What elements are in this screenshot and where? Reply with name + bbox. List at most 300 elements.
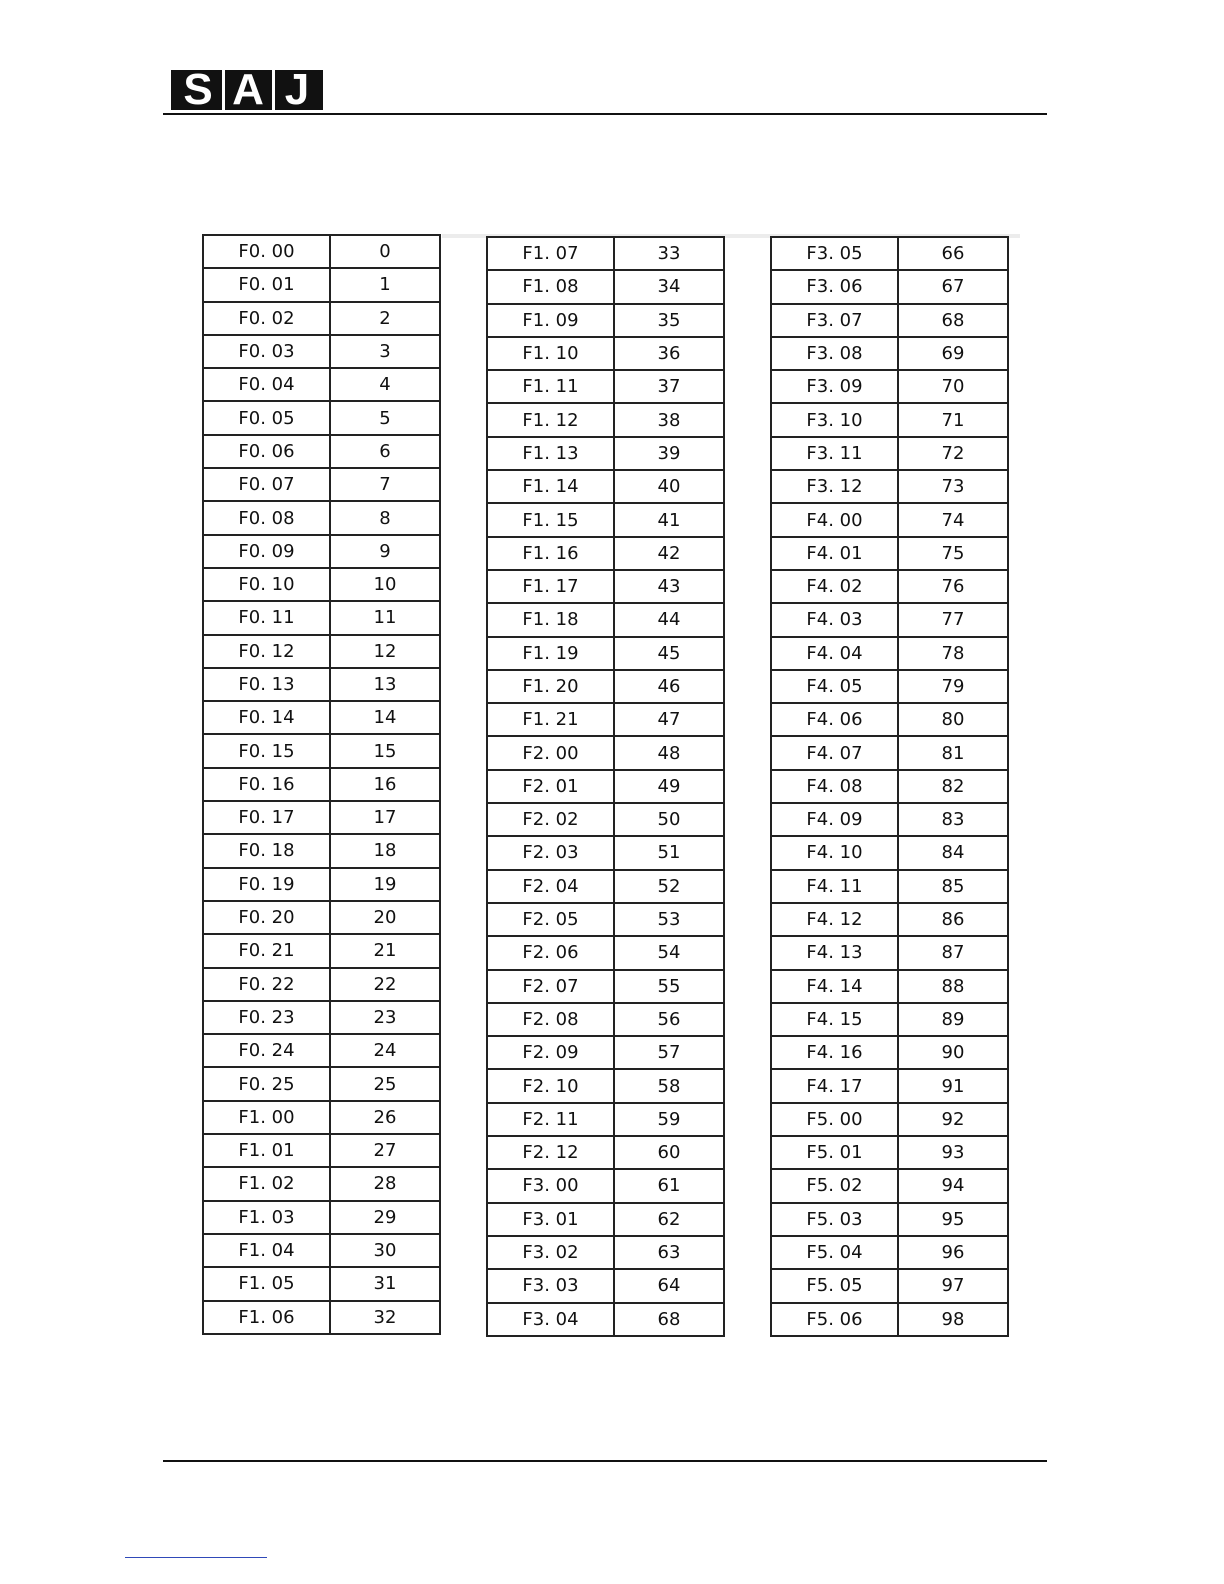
parameter-value-cell: 93 [898,1136,1008,1169]
table-row [771,570,1008,603]
parameter-code-cell: F0. 21 [203,934,330,967]
parameter-code-cell: F3. 10 [771,403,898,436]
saj-logo [171,70,323,110]
table-row [487,803,724,836]
parameter-code-cell: F0. 20 [203,901,330,934]
table-row [203,1034,440,1067]
table-row [487,1136,724,1169]
parameter-code-cell: F1. 12 [487,403,614,436]
table-row [487,537,724,570]
parameter-value-cell: 42 [614,537,724,570]
parameter-code-cell: F4. 01 [771,537,898,570]
parameter-code-cell: F5. 03 [771,1203,898,1236]
parameter-code-cell: F1. 07 [487,237,614,270]
logo-letter-s: S [183,70,213,110]
parameter-value-cell: 45 [614,637,724,670]
parameter-code-cell: F0. 06 [203,435,330,468]
parameter-code-cell: F1. 08 [487,270,614,303]
table-row [487,637,724,670]
table-row [487,1203,724,1236]
parameter-code-cell: F4. 03 [771,603,898,636]
table-row [203,868,440,901]
parameter-value-cell: 11 [330,601,440,634]
table-row [203,468,440,501]
parameter-value-cell: 36 [614,337,724,370]
parameter-value-cell: 83 [898,803,1008,836]
parameter-value-cell: 81 [898,736,1008,769]
parameter-value-cell: 33 [614,237,724,270]
parameter-value-cell: 98 [898,1303,1008,1336]
parameter-value-cell: 55 [614,970,724,1003]
table-row [203,401,440,434]
parameter-value-cell: 74 [898,503,1008,536]
parameter-code-cell: F3. 08 [771,337,898,370]
parameter-code-cell: F3. 02 [487,1236,614,1269]
parameter-value-cell: 47 [614,703,724,736]
table-row [487,470,724,503]
table-row [771,836,1008,869]
parameter-value-cell: 64 [614,1269,724,1302]
table-row [771,903,1008,936]
table-row [203,268,440,301]
parameter-value-cell: 75 [898,537,1008,570]
parameter-code-cell: F1. 06 [203,1301,330,1334]
parameter-code-cell: F3. 06 [771,270,898,303]
parameter-code-cell: F1. 00 [203,1101,330,1134]
parameter-code-cell: F1. 19 [487,637,614,670]
parameter-value-cell: 20 [330,901,440,934]
table-row [487,1169,724,1202]
parameter-value-cell: 54 [614,936,724,969]
parameter-value-cell: 96 [898,1236,1008,1269]
parameter-value-cell: 58 [614,1069,724,1102]
parameter-value-cell: 52 [614,870,724,903]
parameter-value-cell: 66 [898,237,1008,270]
parameter-code-cell: F0. 12 [203,635,330,668]
table-row [203,601,440,634]
parameter-value-cell: 16 [330,768,440,801]
parameter-value-cell: 85 [898,870,1008,903]
table-row [487,237,724,270]
parameter-value-cell: 24 [330,1034,440,1067]
footer-rule [163,1460,1047,1462]
parameter-value-cell: 28 [330,1167,440,1200]
table-row [487,870,724,903]
parameter-value-cell: 88 [898,970,1008,1003]
parameter-value-cell: 50 [614,803,724,836]
table-row [771,1003,1008,1036]
table-row [487,304,724,337]
logo-divider [222,70,225,110]
parameter-code-cell: F2. 05 [487,903,614,936]
table-row [487,437,724,470]
table-row [771,770,1008,803]
parameter-value-cell: 71 [898,403,1008,436]
parameter-value-cell: 12 [330,635,440,668]
table-row [203,1267,440,1300]
parameter-value-cell: 43 [614,570,724,603]
parameter-value-cell: 60 [614,1136,724,1169]
table-row [487,670,724,703]
table-row [771,270,1008,303]
parameter-code-cell: F0. 01 [203,268,330,301]
table-row [487,1103,724,1136]
parameter-code-cell: F0. 07 [203,468,330,501]
parameter-value-cell: 82 [898,770,1008,803]
parameter-value-cell: 7 [330,468,440,501]
parameter-code-cell: F3. 07 [771,304,898,337]
table-row [203,901,440,934]
table-row [487,403,724,436]
parameter-value-cell: 37 [614,370,724,403]
parameter-value-cell: 31 [330,1267,440,1300]
parameter-code-cell: F1. 16 [487,537,614,570]
parameter-code-cell: F1. 20 [487,670,614,703]
parameter-code-cell: F3. 03 [487,1269,614,1302]
parameter-value-cell: 9 [330,535,440,568]
table-row [203,501,440,534]
parameter-value-cell: 61 [614,1169,724,1202]
parameter-code-cell: F4. 05 [771,670,898,703]
table-row [487,370,724,403]
table-row [771,1103,1008,1136]
parameter-code-cell: F2. 01 [487,770,614,803]
parameter-code-cell: F4. 12 [771,903,898,936]
parameter-code-cell: F2. 08 [487,1003,614,1036]
table-row [203,1167,440,1200]
table-row [487,1236,724,1269]
parameter-code-cell: F2. 09 [487,1036,614,1069]
parameter-value-cell: 44 [614,603,724,636]
parameter-value-cell: 18 [330,834,440,867]
table-row [203,668,440,701]
parameter-code-cell: F0. 23 [203,1001,330,1034]
table-row [771,970,1008,1003]
parameter-value-cell: 91 [898,1069,1008,1102]
parameter-code-cell: F4. 10 [771,836,898,869]
table-row [203,1101,440,1134]
parameter-value-cell: 72 [898,437,1008,470]
parameter-value-cell: 77 [898,603,1008,636]
parameter-code-cell: F1. 03 [203,1201,330,1234]
table-row [771,637,1008,670]
parameter-value-cell: 76 [898,570,1008,603]
parameter-value-cell: 94 [898,1169,1008,1202]
table-row [487,1003,724,1036]
parameter-code-cell: F5. 06 [771,1303,898,1336]
table-row [771,237,1008,270]
table-row [771,1036,1008,1069]
parameter-table-3 [770,236,1009,1337]
table-row [771,670,1008,703]
parameter-value-cell: 2 [330,302,440,335]
parameter-value-cell: 73 [898,470,1008,503]
parameter-code-cell: F2. 11 [487,1103,614,1136]
parameter-code-cell: F5. 04 [771,1236,898,1269]
parameter-value-cell: 51 [614,836,724,869]
parameter-code-cell: F4. 17 [771,1069,898,1102]
table-row [771,337,1008,370]
parameter-value-cell: 0 [330,235,440,268]
table-row [771,437,1008,470]
parameter-code-cell: F0. 17 [203,801,330,834]
table-row [771,803,1008,836]
parameter-value-cell: 10 [330,568,440,601]
table-row [771,1136,1008,1169]
header-rule [163,113,1047,115]
table-row [203,934,440,967]
parameter-value-cell: 53 [614,903,724,936]
parameter-code-cell: F0. 18 [203,834,330,867]
parameter-code-cell: F2. 12 [487,1136,614,1169]
parameter-value-cell: 17 [330,801,440,834]
parameter-value-cell: 86 [898,903,1008,936]
table-row [203,968,440,1001]
parameter-value-cell: 49 [614,770,724,803]
table-row [771,1203,1008,1236]
parameter-code-cell: F3. 09 [771,370,898,403]
parameter-code-cell: F1. 09 [487,304,614,337]
table-row [487,703,724,736]
parameter-code-cell: F0. 09 [203,535,330,568]
parameter-code-cell: F4. 09 [771,803,898,836]
parameter-code-cell: F0. 19 [203,868,330,901]
table-row [203,535,440,568]
parameter-value-cell: 21 [330,934,440,967]
parameter-code-cell: F0. 03 [203,335,330,368]
parameter-code-cell: F4. 04 [771,637,898,670]
parameter-value-cell: 32 [330,1301,440,1334]
parameter-code-cell: F0. 24 [203,1034,330,1067]
parameter-code-cell: F0. 00 [203,235,330,268]
parameter-code-cell: F1. 04 [203,1234,330,1267]
parameter-value-cell: 87 [898,936,1008,969]
parameter-code-cell: F1. 01 [203,1134,330,1167]
table-row [487,503,724,536]
parameter-value-cell: 1 [330,268,440,301]
parameter-value-cell: 41 [614,503,724,536]
parameter-code-cell: F4. 13 [771,936,898,969]
parameter-value-cell: 97 [898,1269,1008,1302]
parameter-value-cell: 6 [330,435,440,468]
logo-letter-a: A [232,70,264,110]
parameter-code-cell: F2. 03 [487,836,614,869]
parameter-value-cell: 14 [330,701,440,734]
table-row [203,1201,440,1234]
table-row [771,503,1008,536]
table-row [203,335,440,368]
parameter-code-cell: F0. 13 [203,668,330,701]
parameter-value-cell: 95 [898,1203,1008,1236]
parameter-code-cell: F4. 11 [771,870,898,903]
parameter-value-cell: 15 [330,734,440,767]
parameter-value-cell: 68 [898,304,1008,337]
parameter-code-cell: F4. 02 [771,570,898,603]
parameter-code-cell: F3. 12 [771,470,898,503]
table-row [203,768,440,801]
table-row [487,1303,724,1336]
parameter-value-cell: 19 [330,868,440,901]
parameter-value-cell: 78 [898,637,1008,670]
parameter-value-cell: 35 [614,304,724,337]
table-row [203,368,440,401]
parameter-code-cell: F2. 07 [487,970,614,1003]
parameter-code-cell: F5. 05 [771,1269,898,1302]
parameter-code-cell: F0. 11 [203,601,330,634]
table-row [203,1301,440,1334]
table-row [487,836,724,869]
table-row [487,603,724,636]
parameter-code-cell: F1. 05 [203,1267,330,1300]
parameter-code-cell: F1. 13 [487,437,614,470]
parameter-value-cell: 25 [330,1067,440,1100]
parameter-code-cell: F2. 00 [487,736,614,769]
parameter-value-cell: 30 [330,1234,440,1267]
parameter-code-cell: F0. 25 [203,1067,330,1100]
table-row [487,936,724,969]
parameter-table-1 [202,234,441,1335]
parameter-value-cell: 92 [898,1103,1008,1136]
parameter-code-cell: F5. 02 [771,1169,898,1202]
parameter-value-cell: 59 [614,1103,724,1136]
table-row [203,1234,440,1267]
table-row [771,1303,1008,1336]
parameter-value-cell: 79 [898,670,1008,703]
table-row [203,1067,440,1100]
parameter-value-cell: 89 [898,1003,1008,1036]
parameter-code-cell: F4. 16 [771,1036,898,1069]
parameter-code-cell: F1. 21 [487,703,614,736]
table-row [771,736,1008,769]
parameter-code-cell: F0. 15 [203,734,330,767]
parameter-value-cell: 4 [330,368,440,401]
table-row [771,936,1008,969]
parameter-value-cell: 8 [330,501,440,534]
table-row [203,734,440,767]
parameter-code-cell: F5. 00 [771,1103,898,1136]
table-row [771,403,1008,436]
parameter-code-cell: F0. 10 [203,568,330,601]
parameter-code-cell: F3. 11 [771,437,898,470]
table-row [771,603,1008,636]
table-row [487,1036,724,1069]
parameter-value-cell: 84 [898,836,1008,869]
parameter-value-cell: 34 [614,270,724,303]
parameter-code-cell: F2. 10 [487,1069,614,1102]
parameter-value-cell: 68 [614,1303,724,1336]
parameter-code-cell: F0. 02 [203,302,330,335]
parameter-value-cell: 90 [898,1036,1008,1069]
table-row [487,270,724,303]
parameter-code-cell: F3. 00 [487,1169,614,1202]
table-row [203,834,440,867]
table-row [203,302,440,335]
table-row [203,235,440,268]
logo-divider [272,70,275,110]
parameter-code-cell: F3. 01 [487,1203,614,1236]
table-row [203,1001,440,1034]
parameter-code-cell: F3. 05 [771,237,898,270]
table-row [203,801,440,834]
parameter-code-cell: F0. 14 [203,701,330,734]
parameter-code-cell: F2. 06 [487,936,614,969]
parameter-value-cell: 27 [330,1134,440,1167]
parameter-value-cell: 3 [330,335,440,368]
table-row [771,470,1008,503]
parameter-code-cell: F2. 02 [487,803,614,836]
parameter-code-cell: F4. 08 [771,770,898,803]
table-row [771,1169,1008,1202]
logo-letter-j: J [284,70,310,110]
parameter-code-cell: F4. 14 [771,970,898,1003]
table-row [203,701,440,734]
parameter-code-cell: F1. 18 [487,603,614,636]
parameter-code-cell: F3. 04 [487,1303,614,1336]
parameter-value-cell: 22 [330,968,440,1001]
table-row [487,770,724,803]
parameter-value-cell: 70 [898,370,1008,403]
parameter-code-cell: F0. 04 [203,368,330,401]
table-row [771,370,1008,403]
table-row [487,903,724,936]
parameter-code-cell: F0. 05 [203,401,330,434]
table-row [771,1269,1008,1302]
parameter-code-cell: F2. 04 [487,870,614,903]
parameter-code-cell: F0. 16 [203,768,330,801]
parameter-code-cell: F1. 02 [203,1167,330,1200]
parameter-code-cell: F1. 11 [487,370,614,403]
table-row [771,304,1008,337]
parameter-value-cell: 57 [614,1036,724,1069]
table-row [203,435,440,468]
table-row [771,1069,1008,1102]
table-row [487,970,724,1003]
table-row [487,1269,724,1302]
table-row [771,703,1008,736]
parameter-value-cell: 29 [330,1201,440,1234]
table-row [487,337,724,370]
parameter-value-cell: 5 [330,401,440,434]
parameter-code-cell: F1. 15 [487,503,614,536]
parameter-value-cell: 62 [614,1203,724,1236]
parameter-value-cell: 38 [614,403,724,436]
table-row [203,568,440,601]
parameter-value-cell: 67 [898,270,1008,303]
parameter-value-cell: 13 [330,668,440,701]
table-row [771,870,1008,903]
footer-link-underline [125,1557,267,1558]
parameter-code-cell: F0. 22 [203,968,330,1001]
parameter-value-cell: 63 [614,1236,724,1269]
table-row [203,1134,440,1167]
table-row [771,537,1008,570]
table-row [487,570,724,603]
parameter-value-cell: 56 [614,1003,724,1036]
parameter-code-cell: F4. 00 [771,503,898,536]
parameter-code-cell: F4. 15 [771,1003,898,1036]
parameter-code-cell: F1. 17 [487,570,614,603]
parameter-value-cell: 46 [614,670,724,703]
parameter-value-cell: 69 [898,337,1008,370]
parameter-code-cell: F0. 08 [203,501,330,534]
parameter-value-cell: 40 [614,470,724,503]
parameter-table-2 [486,236,725,1337]
parameter-value-cell: 39 [614,437,724,470]
parameter-code-cell: F5. 01 [771,1136,898,1169]
parameter-value-cell: 48 [614,736,724,769]
parameter-value-cell: 80 [898,703,1008,736]
table-row [487,1069,724,1102]
